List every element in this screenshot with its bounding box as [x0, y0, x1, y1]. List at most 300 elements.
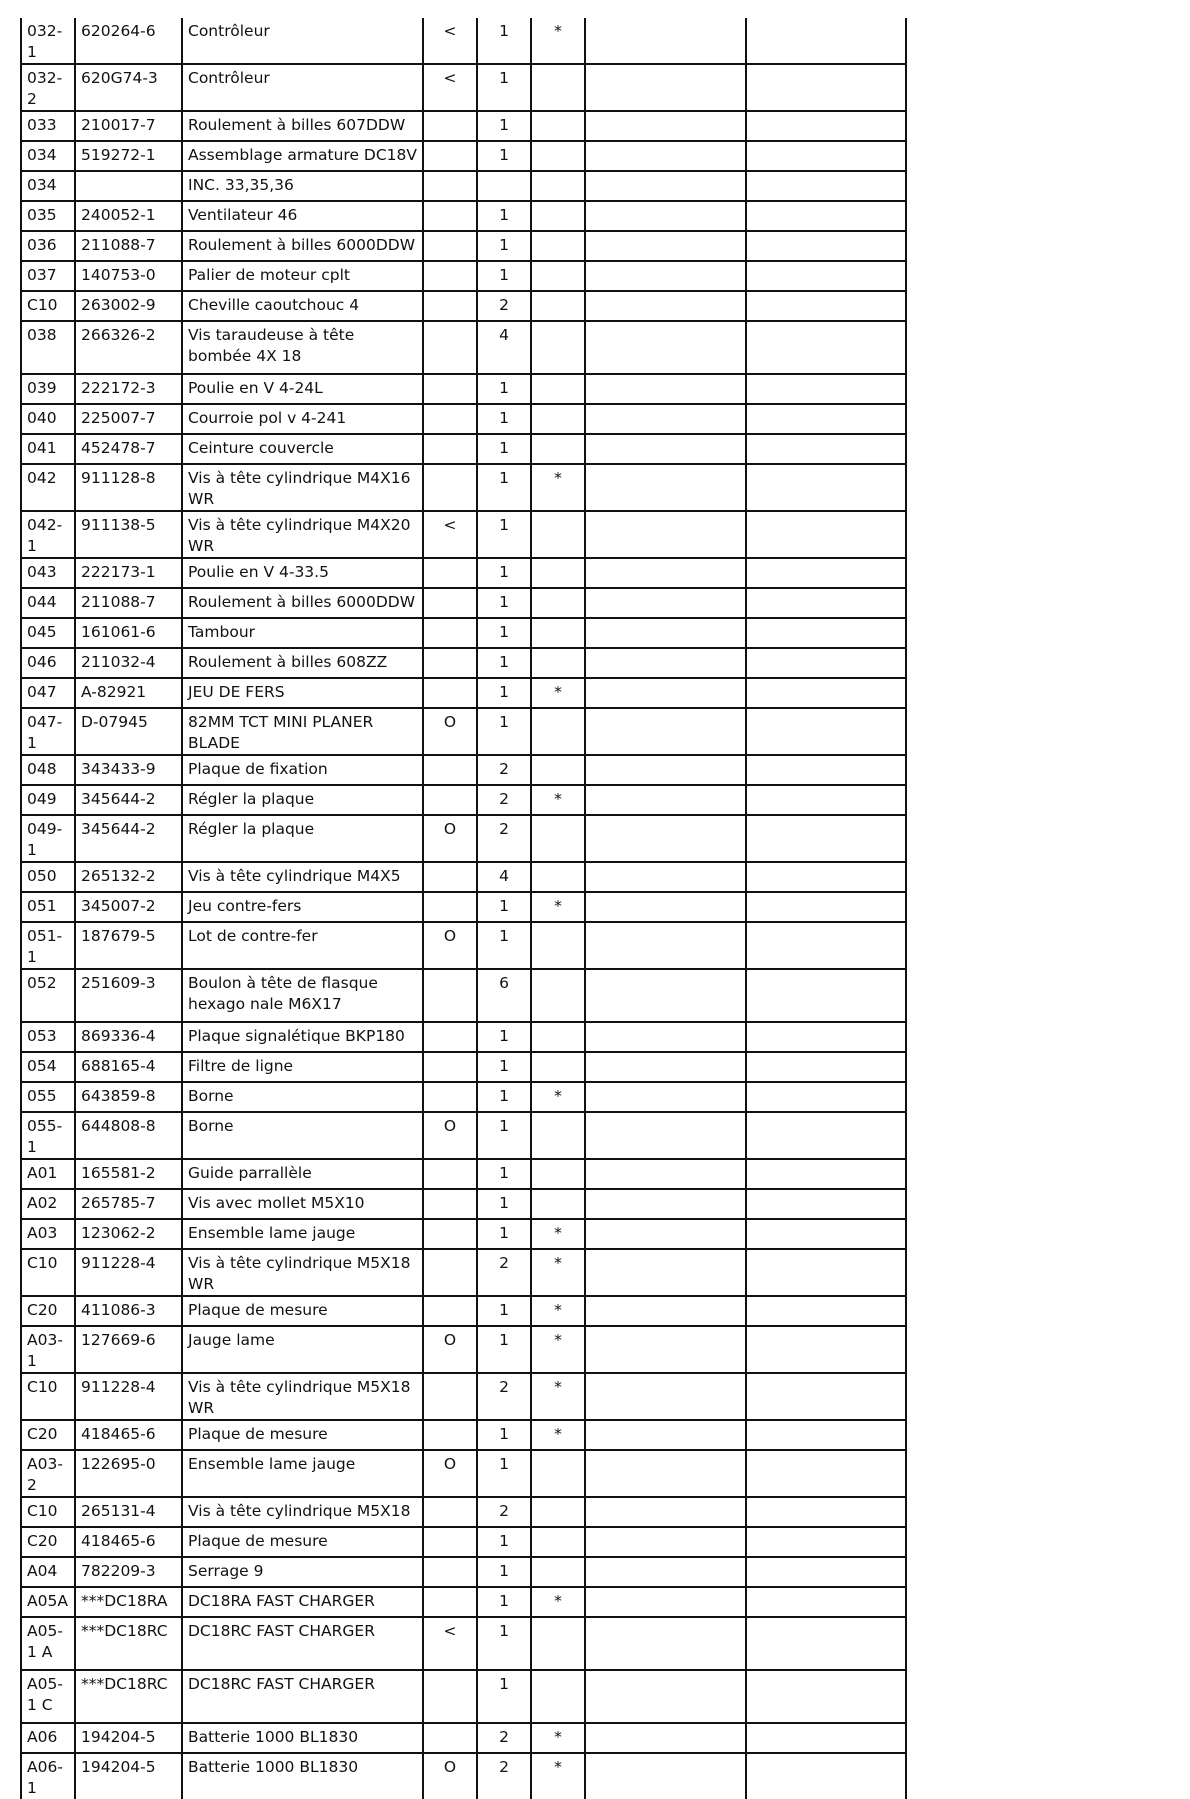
part-number-cell: 519272-1: [75, 141, 182, 171]
flag-cell: <: [423, 18, 477, 64]
note-cell-2: [746, 922, 906, 969]
flag-cell: <: [423, 1617, 477, 1670]
quantity-cell: 1: [477, 708, 531, 755]
part-number-cell: 194204-5: [75, 1753, 182, 1799]
note-cell: [585, 1159, 746, 1189]
flag-cell: [423, 1022, 477, 1052]
table-row: [21, 111, 906, 141]
part-number-cell: [75, 171, 182, 201]
quantity-cell: [477, 171, 531, 201]
description-cell: Contrôleur: [182, 18, 423, 64]
mark-cell: [531, 1450, 585, 1497]
mark-cell: *: [531, 1249, 585, 1296]
item-number-cell: 034: [21, 141, 75, 171]
note-cell-2: [746, 171, 906, 201]
note-cell: [585, 434, 746, 464]
table-row: [21, 815, 906, 862]
mark-cell: [531, 291, 585, 321]
item-number-cell: 042-1: [21, 511, 75, 558]
note-cell: [585, 1296, 746, 1326]
quantity-cell: 1: [477, 1670, 531, 1723]
description-cell: Ceinture couvercle: [182, 434, 423, 464]
flag-cell: <: [423, 511, 477, 558]
table-row: [21, 201, 906, 231]
note-cell-2: [746, 1249, 906, 1296]
quantity-cell: 2: [477, 1373, 531, 1420]
description-cell: Batterie 1000 BL1830: [182, 1723, 423, 1753]
flag-cell: [423, 291, 477, 321]
item-number-cell: 048: [21, 755, 75, 785]
mark-cell: *: [531, 1082, 585, 1112]
mark-cell: [531, 404, 585, 434]
mark-cell: [531, 618, 585, 648]
part-number-cell: 411086-3: [75, 1296, 182, 1326]
flag-cell: [423, 1159, 477, 1189]
part-number-cell: 222172-3: [75, 374, 182, 404]
part-number-cell: 452478-7: [75, 434, 182, 464]
note-cell: [585, 1189, 746, 1219]
description-cell: Plaque de mesure: [182, 1420, 423, 1450]
table-row: [21, 892, 906, 922]
part-number-cell: 222173-1: [75, 558, 182, 588]
description-cell: Contrôleur: [182, 64, 423, 111]
quantity-cell: 1: [477, 1189, 531, 1219]
note-cell-2: [746, 261, 906, 291]
part-number-cell: 343433-9: [75, 755, 182, 785]
description-cell: Lot de contre-fer: [182, 922, 423, 969]
mark-cell: *: [531, 678, 585, 708]
note-cell: [585, 171, 746, 201]
description-cell: Roulement à billes 608ZZ: [182, 648, 423, 678]
item-number-cell: 032-2: [21, 64, 75, 111]
note-cell: [585, 1022, 746, 1052]
table-row: [21, 261, 906, 291]
mark-cell: [531, 969, 585, 1022]
note-cell: [585, 1723, 746, 1753]
quantity-cell: 1: [477, 511, 531, 558]
description-cell: Ensemble lame jauge: [182, 1219, 423, 1249]
description-cell: Vis à tête cylindrique M4X5: [182, 862, 423, 892]
note-cell: [585, 511, 746, 558]
flag-cell: [423, 404, 477, 434]
table-row: [21, 1373, 906, 1420]
part-number-cell: 251609-3: [75, 969, 182, 1022]
note-cell: [585, 892, 746, 922]
note-cell: [585, 1219, 746, 1249]
note-cell: [585, 815, 746, 862]
table-row: [21, 1296, 906, 1326]
table-row: [21, 1723, 906, 1753]
description-cell: Vis à tête cylindrique M4X16 WR: [182, 464, 423, 511]
mark-cell: *: [531, 464, 585, 511]
note-cell-2: [746, 618, 906, 648]
table-row: [21, 755, 906, 785]
part-number-cell: 345644-2: [75, 785, 182, 815]
quantity-cell: 4: [477, 321, 531, 374]
part-number-cell: ***DC18RA: [75, 1587, 182, 1617]
note-cell-2: [746, 588, 906, 618]
note-cell: [585, 261, 746, 291]
part-number-cell: 911128-8: [75, 464, 182, 511]
quantity-cell: 2: [477, 1497, 531, 1527]
part-number-cell: 643859-8: [75, 1082, 182, 1112]
description-cell: Palier de moteur cplt: [182, 261, 423, 291]
note-cell-2: [746, 1373, 906, 1420]
note-cell-2: [746, 1219, 906, 1249]
description-cell: Borne: [182, 1082, 423, 1112]
item-number-cell: 052: [21, 969, 75, 1022]
description-cell: Vis à tête cylindrique M5X18: [182, 1497, 423, 1527]
description-cell: Jauge lame: [182, 1326, 423, 1373]
item-number-cell: A02: [21, 1189, 75, 1219]
table-row: [21, 464, 906, 511]
table-row: [21, 404, 906, 434]
flag-cell: [423, 464, 477, 511]
item-number-cell: 035: [21, 201, 75, 231]
note-cell: [585, 755, 746, 785]
parts-table-body: [21, 18, 906, 1799]
part-number-cell: 620264-6: [75, 18, 182, 64]
flag-cell: O: [423, 922, 477, 969]
note-cell: [585, 558, 746, 588]
note-cell-2: [746, 558, 906, 588]
part-number-cell: 263002-9: [75, 291, 182, 321]
part-number-cell: 127669-6: [75, 1326, 182, 1373]
item-number-cell: 051: [21, 892, 75, 922]
note-cell-2: [746, 321, 906, 374]
note-cell: [585, 1373, 746, 1420]
note-cell: [585, 969, 746, 1022]
description-cell: Poulie en V 4-33.5: [182, 558, 423, 588]
table-row: [21, 1022, 906, 1052]
description-cell: Vis taraudeuse à tête bombée 4X 18: [182, 321, 423, 374]
item-number-cell: C20: [21, 1420, 75, 1450]
quantity-cell: 1: [477, 404, 531, 434]
description-cell: Plaque de mesure: [182, 1527, 423, 1557]
flag-cell: [423, 1527, 477, 1557]
description-cell: Vis à tête cylindrique M4X20 WR: [182, 511, 423, 558]
quantity-cell: 6: [477, 969, 531, 1022]
note-cell-2: [746, 1420, 906, 1450]
part-number-cell: ***DC18RC: [75, 1670, 182, 1723]
quantity-cell: 2: [477, 755, 531, 785]
quantity-cell: 1: [477, 1082, 531, 1112]
flag-cell: O: [423, 1112, 477, 1159]
item-number-cell: 046: [21, 648, 75, 678]
table-row: [21, 969, 906, 1022]
part-number-cell: 782209-3: [75, 1557, 182, 1587]
description-cell: 82MM TCT MINI PLANER BLADE: [182, 708, 423, 755]
item-number-cell: A03-1: [21, 1326, 75, 1373]
quantity-cell: 1: [477, 18, 531, 64]
quantity-cell: 1: [477, 588, 531, 618]
mark-cell: [531, 141, 585, 171]
quantity-cell: 1: [477, 111, 531, 141]
table-row: [21, 1450, 906, 1497]
mark-cell: *: [531, 1326, 585, 1373]
note-cell-2: [746, 1450, 906, 1497]
note-cell: [585, 1052, 746, 1082]
mark-cell: *: [531, 1296, 585, 1326]
flag-cell: [423, 1373, 477, 1420]
description-cell: Poulie en V 4-24L: [182, 374, 423, 404]
flag-cell: [423, 969, 477, 1022]
part-number-cell: 869336-4: [75, 1022, 182, 1052]
note-cell-2: [746, 785, 906, 815]
item-number-cell: C10: [21, 1373, 75, 1420]
flag-cell: [423, 648, 477, 678]
note-cell-2: [746, 1022, 906, 1052]
note-cell-2: [746, 64, 906, 111]
note-cell: [585, 1670, 746, 1723]
note-cell: [585, 18, 746, 64]
description-cell: JEU DE FERS: [182, 678, 423, 708]
description-cell: Vis à tête cylindrique M5X18 WR: [182, 1373, 423, 1420]
quantity-cell: 2: [477, 291, 531, 321]
note-cell: [585, 1420, 746, 1450]
mark-cell: [531, 1670, 585, 1723]
part-number-cell: 345644-2: [75, 815, 182, 862]
item-number-cell: 040: [21, 404, 75, 434]
note-cell-2: [746, 511, 906, 558]
note-cell: [585, 1450, 746, 1497]
quantity-cell: 1: [477, 1587, 531, 1617]
part-number-cell: 418465-6: [75, 1420, 182, 1450]
note-cell-2: [746, 18, 906, 64]
quantity-cell: 1: [477, 648, 531, 678]
table-row: [21, 171, 906, 201]
note-cell-2: [746, 374, 906, 404]
note-cell: [585, 1249, 746, 1296]
table-row: [21, 1052, 906, 1082]
quantity-cell: 2: [477, 1723, 531, 1753]
note-cell: [585, 374, 746, 404]
item-number-cell: 050: [21, 862, 75, 892]
item-number-cell: 054: [21, 1052, 75, 1082]
part-number-cell: 644808-8: [75, 1112, 182, 1159]
quantity-cell: 4: [477, 862, 531, 892]
table-row: [21, 708, 906, 755]
description-cell: Vis avec mollet M5X10: [182, 1189, 423, 1219]
mark-cell: [531, 755, 585, 785]
mark-cell: [531, 558, 585, 588]
part-number-cell: 620G74-3: [75, 64, 182, 111]
table-row: [21, 1587, 906, 1617]
description-cell: Courroie pol v 4-241: [182, 404, 423, 434]
quantity-cell: 1: [477, 261, 531, 291]
quantity-cell: 1: [477, 1617, 531, 1670]
table-row: [21, 511, 906, 558]
flag-cell: [423, 785, 477, 815]
note-cell-2: [746, 141, 906, 171]
table-row: [21, 862, 906, 892]
mark-cell: *: [531, 18, 585, 64]
flag-cell: [423, 755, 477, 785]
table-row: [21, 588, 906, 618]
flag-cell: [423, 434, 477, 464]
item-number-cell: 053: [21, 1022, 75, 1052]
table-row: [21, 374, 906, 404]
mark-cell: [531, 1022, 585, 1052]
item-number-cell: 036: [21, 231, 75, 261]
note-cell-2: [746, 1159, 906, 1189]
flag-cell: [423, 1082, 477, 1112]
mark-cell: [531, 588, 585, 618]
flag-cell: [423, 862, 477, 892]
note-cell-2: [746, 404, 906, 434]
note-cell-2: [746, 291, 906, 321]
quantity-cell: 1: [477, 1159, 531, 1189]
description-cell: INC. 33,35,36: [182, 171, 423, 201]
table-row: [21, 1326, 906, 1373]
item-number-cell: 033: [21, 111, 75, 141]
mark-cell: [531, 511, 585, 558]
mark-cell: *: [531, 1373, 585, 1420]
item-number-cell: 045: [21, 618, 75, 648]
description-cell: Vis à tête cylindrique M5X18 WR: [182, 1249, 423, 1296]
flag-cell: [423, 171, 477, 201]
flag-cell: [423, 1249, 477, 1296]
item-number-cell: A05-1 C: [21, 1670, 75, 1723]
part-number-cell: ***DC18RC: [75, 1617, 182, 1670]
description-cell: Boulon à tête de flasque hexago nale M6X17: [182, 969, 423, 1022]
note-cell-2: [746, 1052, 906, 1082]
note-cell-2: [746, 1189, 906, 1219]
quantity-cell: 1: [477, 618, 531, 648]
part-number-cell: 187679-5: [75, 922, 182, 969]
table-row: [21, 141, 906, 171]
note-cell: [585, 321, 746, 374]
note-cell: [585, 708, 746, 755]
note-cell: [585, 464, 746, 511]
mark-cell: [531, 1112, 585, 1159]
flag-cell: [423, 1052, 477, 1082]
quantity-cell: 1: [477, 1527, 531, 1557]
note-cell: [585, 404, 746, 434]
quantity-cell: 2: [477, 785, 531, 815]
flag-cell: [423, 321, 477, 374]
note-cell: [585, 1587, 746, 1617]
item-number-cell: 034: [21, 171, 75, 201]
item-number-cell: C20: [21, 1296, 75, 1326]
table-row: [21, 1420, 906, 1450]
item-number-cell: C10: [21, 1497, 75, 1527]
description-cell: Jeu contre-fers: [182, 892, 423, 922]
item-number-cell: 051-1: [21, 922, 75, 969]
quantity-cell: 1: [477, 374, 531, 404]
description-cell: Cheville caoutchouc 4: [182, 291, 423, 321]
flag-cell: [423, 1296, 477, 1326]
mark-cell: [531, 1052, 585, 1082]
table-row: [21, 1617, 906, 1670]
table-row: [21, 291, 906, 321]
part-number-cell: A-82921: [75, 678, 182, 708]
description-cell: Borne: [182, 1112, 423, 1159]
quantity-cell: 1: [477, 1112, 531, 1159]
note-cell-2: [746, 892, 906, 922]
part-number-cell: D-07945: [75, 708, 182, 755]
note-cell: [585, 1753, 746, 1799]
note-cell: [585, 1617, 746, 1670]
item-number-cell: C20: [21, 1527, 75, 1557]
note-cell: [585, 231, 746, 261]
mark-cell: [531, 648, 585, 678]
note-cell-2: [746, 434, 906, 464]
mark-cell: [531, 1159, 585, 1189]
flag-cell: [423, 618, 477, 648]
mark-cell: *: [531, 892, 585, 922]
quantity-cell: 1: [477, 464, 531, 511]
item-number-cell: 041: [21, 434, 75, 464]
flag-cell: <: [423, 64, 477, 111]
description-cell: DC18RA FAST CHARGER: [182, 1587, 423, 1617]
mark-cell: [531, 1557, 585, 1587]
item-number-cell: 042: [21, 464, 75, 511]
note-cell: [585, 141, 746, 171]
note-cell-2: [746, 755, 906, 785]
note-cell-2: [746, 1617, 906, 1670]
description-cell: DC18RC FAST CHARGER: [182, 1617, 423, 1670]
note-cell-2: [746, 1527, 906, 1557]
flag-cell: O: [423, 1326, 477, 1373]
table-row: [21, 1219, 906, 1249]
note-cell-2: [746, 815, 906, 862]
description-cell: Roulement à billes 6000DDW: [182, 231, 423, 261]
flag-cell: [423, 201, 477, 231]
note-cell-2: [746, 1557, 906, 1587]
item-number-cell: A03: [21, 1219, 75, 1249]
part-number-cell: 122695-0: [75, 1450, 182, 1497]
note-cell: [585, 1326, 746, 1373]
quantity-cell: 1: [477, 1022, 531, 1052]
flag-cell: [423, 1723, 477, 1753]
mark-cell: *: [531, 1219, 585, 1249]
flag-cell: [423, 588, 477, 618]
item-number-cell: 032-1: [21, 18, 75, 64]
note-cell: [585, 618, 746, 648]
note-cell: [585, 201, 746, 231]
mark-cell: [531, 171, 585, 201]
note-cell: [585, 1082, 746, 1112]
mark-cell: [531, 111, 585, 141]
item-number-cell: 037: [21, 261, 75, 291]
note-cell-2: [746, 231, 906, 261]
quantity-cell: 1: [477, 434, 531, 464]
table-row: [21, 1753, 906, 1799]
flag-cell: O: [423, 1450, 477, 1497]
note-cell-2: [746, 1497, 906, 1527]
description-cell: Plaque signalétique BKP180: [182, 1022, 423, 1052]
note-cell: [585, 862, 746, 892]
note-cell-2: [746, 648, 906, 678]
description-cell: Roulement à billes 6000DDW: [182, 588, 423, 618]
part-number-cell: 161061-6: [75, 618, 182, 648]
part-number-cell: 265131-4: [75, 1497, 182, 1527]
table-row: [21, 64, 906, 111]
description-cell: Roulement à billes 607DDW: [182, 111, 423, 141]
part-number-cell: 265132-2: [75, 862, 182, 892]
note-cell: [585, 291, 746, 321]
quantity-cell: 1: [477, 558, 531, 588]
note-cell: [585, 64, 746, 111]
item-number-cell: 055: [21, 1082, 75, 1112]
mark-cell: [531, 922, 585, 969]
note-cell: [585, 785, 746, 815]
quantity-cell: 1: [477, 201, 531, 231]
quantity-cell: 2: [477, 1753, 531, 1799]
quantity-cell: 2: [477, 1249, 531, 1296]
quantity-cell: 1: [477, 141, 531, 171]
